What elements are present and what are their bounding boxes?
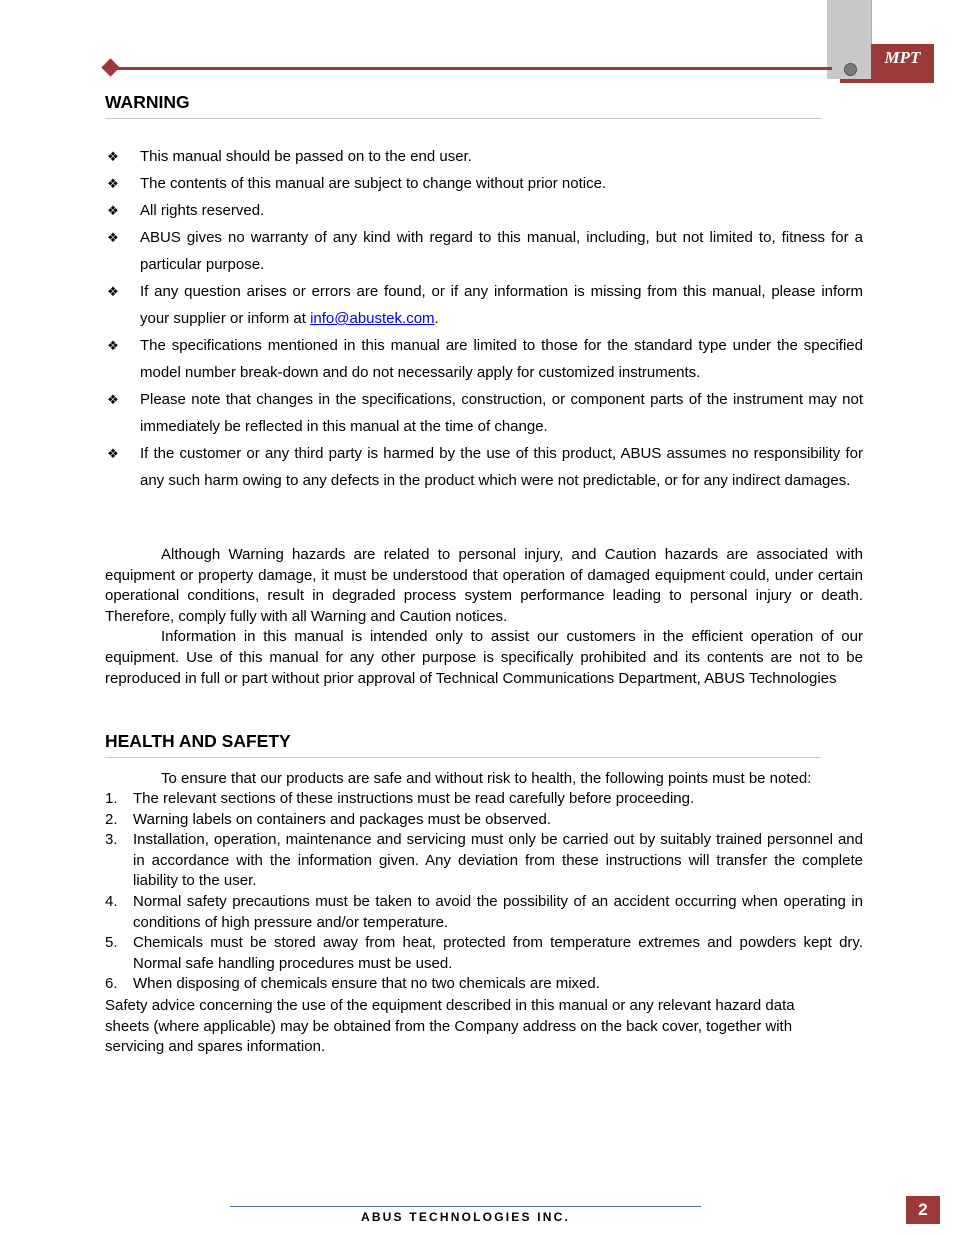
email-link[interactable]: info@abustek.com	[310, 310, 435, 327]
list-item: 6. When disposing of chemicals ensure that no two chemicals are mixed.	[105, 975, 600, 993]
diamond-bullet-icon: ❖	[107, 203, 119, 218]
list-item: 3. Installation, operation, maintenance and servicing must only be carried out by suitably trained personnel and in accordance with the information given. Any deviation from these instructions will transfer the complete liability to the user.	[105, 831, 863, 890]
paragraph: Information in this manual is intended only to assist our customers in the efficient operation of our equipment. Use of this manual for any other purpose is specifically prohibited and its contents are not to be reproduced in full or part without prior approval of Technical Communications Department, ABUS Technologies	[105, 628, 863, 687]
warning-list	[105, 143, 863, 494]
list-item: ❖ Please note that changes in the specifications, construction, or component parts of the instrument may not immediately be reflected in this manual at the time of change.	[105, 386, 863, 440]
footer-company: ABUS TECHNOLOGIES INC.	[360, 1210, 571, 1224]
list-item: ❖ The specifications mentioned in this manual are limited to those for the standard type under the specified model number break-down and do not necessarily apply for customized instruments.	[105, 332, 863, 386]
list-item: 2. Warning labels on containers and packages must be observed.	[105, 810, 552, 828]
footer-rule	[230, 1206, 701, 1207]
warning-rule	[105, 118, 821, 119]
diamond-bullet-icon: ❖	[107, 230, 119, 245]
list-item: 1. The relevant sections of these instructions must be read carefully before proceeding.	[105, 790, 695, 807]
warning-heading: WARNING	[105, 92, 190, 112]
health-intro: To ensure that our products are safe and without risk to health, the following points must be noted:	[161, 770, 812, 787]
safety-closing-text: Safety advice concerning the use of the equipment described in this manual or any relevant hazard data sheets (where applicable) may be obtained from the Company address on the back cover, together with servicing and spares information.	[105, 997, 795, 1056]
list-item: ❖ All rights reserved.	[105, 197, 863, 224]
diamond-bullet-icon: ❖	[107, 176, 119, 191]
list-item: ❖ If the customer or any third party is harmed by the use of this product, ABUS assumes no responsibility for any such harm owing to any defects in the product which were not predictable, or for any indirect damages.	[105, 440, 863, 494]
list-item: 4. Normal safety precautions must be taken to avoid the possibility of an accident occurring when operating in conditions of high pressure and/or temperature.	[105, 892, 863, 931]
diamond-bullet-icon: ❖	[107, 149, 119, 164]
page-number: 2	[906, 1196, 940, 1224]
list-item: ❖ This manual should be passed on to the end user.	[105, 143, 863, 170]
header-rule	[112, 67, 832, 70]
health-safety-heading: HEALTH AND SAFETY	[105, 731, 291, 751]
list-item: ❖ ABUS gives no warranty of any kind with regard to this manual, including, but not limited to, fitness for a particular purpose.	[105, 224, 863, 278]
warning-paragraphs	[105, 545, 863, 689]
diamond-bullet-icon: ❖	[107, 392, 119, 407]
diamond-bullet-icon: ❖	[107, 446, 119, 461]
diamond-icon	[101, 58, 119, 76]
diamond-bullet-icon: ❖	[107, 284, 119, 299]
mpt-logo: MPT	[871, 44, 934, 83]
diamond-bullet-icon: ❖	[107, 338, 119, 353]
paragraph: Although Warning hazards are related to personal injury, and Caution hazards are associated with equipment or property damage, it must be understood that operation of damaged equipment could, under certain operational conditions, result in degraded process system performance leading to personal injury or death. Therefore, comply fully with all Warning and Caution notices.	[105, 546, 863, 625]
list-item: 5. Chemicals must be stored away from heat, protected from temperature extremes and powders kept dry. Normal safe handling procedures must be used.	[105, 934, 863, 972]
circle-icon	[844, 63, 857, 76]
health-safety-rule	[105, 757, 821, 758]
list-item: ❖ The contents of this manual are subject to change without prior notice.	[105, 170, 863, 197]
list-item: ❖ If any question arises or errors are found, or if any information is missing from this manual, please inform your supplier or inform at info@abustek.com.	[105, 278, 863, 332]
health-list	[105, 789, 863, 995]
